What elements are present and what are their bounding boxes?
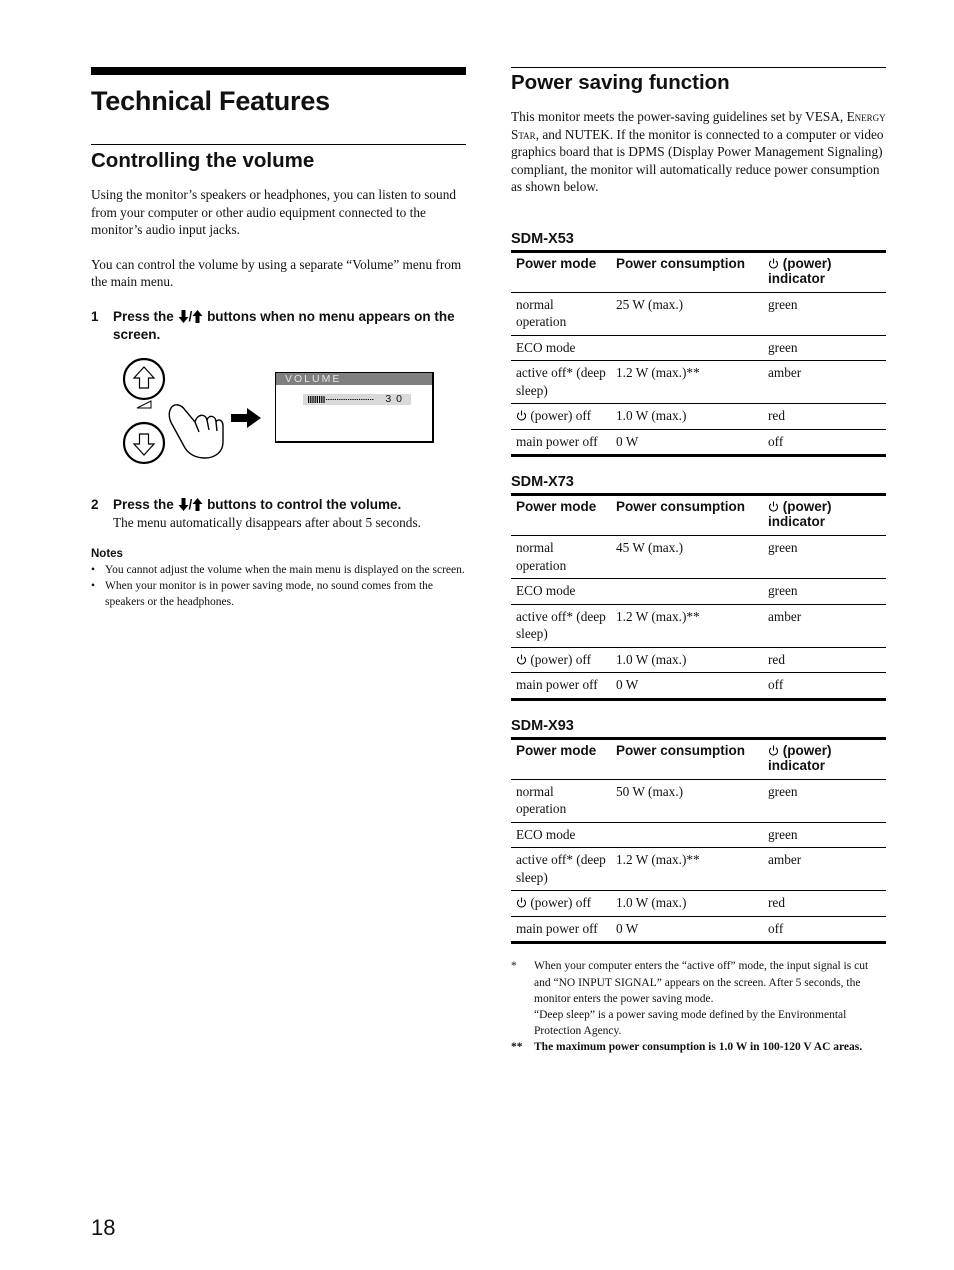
notes-list [91, 562, 466, 610]
table-row [511, 579, 886, 605]
cell-mode [511, 292, 611, 335]
cell-indicator: off [768, 677, 784, 693]
cell-indicator: amber [768, 608, 802, 624]
power-intro-part1: This monitor meets the power-saving guidelines set by VESA, [511, 109, 847, 124]
power-off-label: (power) off [527, 651, 591, 667]
cell-mode [511, 604, 611, 647]
cell-consumption: 25 W (max.) [616, 296, 684, 312]
osd-level-meter [308, 394, 374, 405]
cell-mode [511, 404, 611, 430]
step-2-pre: Press the [113, 496, 178, 512]
cell-mode [511, 848, 611, 891]
right-column [511, 67, 886, 1056]
osd-volume-value: 3 0 [385, 392, 403, 405]
cell-mode [511, 822, 611, 848]
power-intro-part2: , and NUTEK. If the monitor is connected to a computer or video graphics board that is DPMS (Display Power Management Signaling) compliant, the monitor will automatically reduce power consumption as shown below. [511, 126, 884, 195]
section-rule [91, 144, 466, 145]
footnote-1-text2: “Deep sleep” is a power saving mode defined by the Environmental Protection Agency. [534, 1009, 847, 1038]
footnote-1 [511, 958, 886, 1039]
down-arrow-icon [178, 310, 189, 323]
volume-osd [275, 372, 434, 443]
osd-volume-bar [303, 394, 411, 405]
cell-consumption: 0 W [616, 433, 639, 449]
cell-consumption: 45 W (max.) [616, 540, 684, 556]
footnotes [511, 958, 886, 1055]
cell-consumption: 1.0 W (max.) [616, 408, 687, 424]
volume-triangle-icon [137, 401, 151, 408]
section-rule [511, 67, 886, 68]
cell-mode [511, 335, 611, 361]
notes-title: Notes [91, 547, 123, 560]
cell-consumption [611, 335, 763, 361]
pointing-hand-icon [169, 405, 223, 458]
up-arrow-icon [192, 498, 203, 511]
right-arrow-icon [231, 408, 261, 428]
power-icon [768, 501, 779, 512]
step-1: 1 Press the / buttons when no menu appears on the screen. [91, 308, 455, 342]
power-icon [516, 897, 527, 908]
header-indicator-label: (power) indicator [768, 255, 832, 286]
table-row [511, 891, 886, 917]
cell-indicator: amber [768, 852, 802, 868]
mode-label: ECO mode [516, 583, 576, 599]
volume-para-2: You can control the volume by using a separate “Volume” menu from the main menu. [91, 256, 462, 290]
mode-label: normal operation [516, 540, 567, 573]
cell-mode [511, 579, 611, 605]
header-power-mode: Power mode [516, 499, 597, 515]
header-power-consumption: Power consumption [616, 742, 746, 758]
cell-consumption: 0 W [616, 677, 639, 693]
cell-indicator: green [768, 296, 798, 312]
volume-illustration [91, 352, 466, 492]
power-icon [768, 745, 779, 756]
model-title: SDM-X93 [511, 717, 574, 734]
table-row [511, 292, 886, 335]
cell-mode [511, 536, 611, 579]
up-arrow-icon [192, 310, 203, 323]
cell-mode [511, 429, 611, 456]
table-row [511, 822, 886, 848]
note-item: • When your monitor is in power saving mode, no sound comes from the speakers or the headphones. [91, 578, 466, 610]
header-indicator [763, 251, 886, 292]
step-1-post: buttons when no menu appears on the screen. [113, 308, 455, 342]
down-arrow-icon [178, 498, 189, 511]
cell-mode [511, 916, 611, 943]
table-row [511, 604, 886, 647]
table-row [511, 779, 886, 822]
footnote-2 [511, 1039, 886, 1055]
header-indicator [763, 738, 886, 779]
step-2-post: buttons to control the volume. [203, 496, 402, 512]
table-row [511, 404, 886, 430]
mode-label: main power off [516, 920, 598, 936]
power-table [511, 493, 886, 701]
cell-indicator: green [768, 783, 798, 799]
power-icon [768, 258, 779, 269]
power-table [511, 250, 886, 458]
mode-label: main power off [516, 677, 598, 693]
cell-consumption: 1.2 W (max.)** [616, 608, 700, 624]
cell-consumption: 1.0 W (max.) [616, 651, 687, 667]
footnote-1-text: When your computer enters the “active off” mode, the input signal is cut and “NO INPUT SIGNAL” appears on the screen. After 5 seconds, the monitor enters the power saving mode. [534, 960, 869, 1005]
mode-label: active off* (deep sleep) [516, 852, 606, 885]
table-header-row [511, 495, 886, 536]
mode-label: main power off [516, 433, 598, 449]
cell-consumption: 1.0 W (max.) [616, 895, 687, 911]
cell-consumption: 50 W (max.) [616, 783, 684, 799]
model-title: SDM-X53 [511, 230, 574, 247]
header-power-consumption: Power consumption [616, 499, 746, 515]
table-header-row [511, 251, 886, 292]
step-2: 2 Press the / buttons to control the volume. [91, 496, 402, 512]
footnote-2-text: The maximum power consumption is 1.0 W in 100-120 V AC areas. [534, 1041, 863, 1054]
note-item: • You cannot adjust the volume when the main menu is displayed on the screen. [91, 562, 466, 578]
cell-consumption: 1.2 W (max.)** [616, 365, 700, 381]
header-power-consumption: Power consumption [616, 255, 746, 271]
step-2-number: 2 [91, 496, 99, 512]
table-row [511, 848, 886, 891]
cell-indicator: off [768, 433, 784, 449]
cell-consumption: 1.2 W (max.)** [616, 852, 700, 868]
table-row [511, 536, 886, 579]
table-row [511, 429, 886, 456]
table-row [511, 916, 886, 943]
table-row [511, 361, 886, 404]
mode-label: ECO mode [516, 826, 576, 842]
cell-indicator: green [768, 540, 798, 556]
cell-indicator: red [768, 408, 785, 424]
volume-para-1: Using the monitor’s speakers or headphones, you can listen to sound from your computer or other audio equipment connected to the monitor’s audio input jacks. [91, 187, 456, 238]
volume-heading: Controlling the volume [91, 149, 315, 172]
cell-consumption [611, 822, 763, 848]
table-header-row [511, 738, 886, 779]
cell-indicator: red [768, 895, 785, 911]
osd-title: VOLUME [276, 373, 432, 385]
up-button-icon [124, 359, 164, 399]
cell-indicator: off [768, 920, 784, 936]
cell-mode [511, 647, 611, 673]
mode-label: active off* (deep sleep) [516, 365, 606, 398]
cell-consumption: 0 W [616, 920, 639, 936]
step-1-pre: Press the [113, 308, 178, 324]
down-button-icon [124, 423, 164, 463]
footnote-2-mark: ** [511, 1041, 523, 1054]
step-2-sub: The menu automatically disappears after about 5 seconds. [113, 514, 421, 530]
mode-label: ECO mode [516, 339, 576, 355]
step-1-number: 1 [91, 308, 99, 324]
cell-indicator: green [768, 583, 798, 599]
power-heading: Power saving function [511, 71, 730, 94]
table-row [511, 673, 886, 700]
cell-indicator: amber [768, 365, 802, 381]
cell-indicator: green [768, 826, 798, 842]
cell-indicator: green [768, 339, 798, 355]
left-column [91, 67, 466, 610]
header-power-mode: Power mode [516, 255, 597, 271]
mode-label: active off* (deep sleep) [516, 608, 606, 642]
header-power-mode: Power mode [516, 742, 597, 758]
header-indicator-label: (power) indicator [768, 499, 832, 530]
power-off-label: (power) off [527, 408, 591, 424]
cell-consumption [611, 579, 763, 605]
power-icon [516, 410, 527, 421]
buttons-hand-illustration [119, 358, 299, 478]
mode-label: normal operation [516, 783, 567, 817]
header-indicator-label: (power) indicator [768, 742, 832, 773]
table-row [511, 335, 886, 361]
title-bar-rule [91, 67, 466, 75]
power-tables [511, 230, 886, 945]
cell-mode [511, 779, 611, 822]
cell-mode [511, 361, 611, 404]
cell-mode [511, 673, 611, 700]
power-intro [511, 108, 886, 196]
header-indicator [763, 495, 886, 536]
mode-label: normal operation [516, 296, 567, 330]
page-number: 18 [91, 1215, 116, 1240]
power-off-label: (power) off [527, 895, 591, 911]
energy-star-text: Energy Star [511, 109, 886, 142]
page-title: Technical Features [91, 86, 330, 116]
power-icon [516, 654, 527, 665]
footnote-1-mark: * [511, 960, 517, 973]
cell-mode [511, 891, 611, 917]
cell-indicator: red [768, 651, 785, 667]
table-row [511, 647, 886, 673]
power-table [511, 737, 886, 945]
model-title: SDM-X73 [511, 474, 574, 491]
